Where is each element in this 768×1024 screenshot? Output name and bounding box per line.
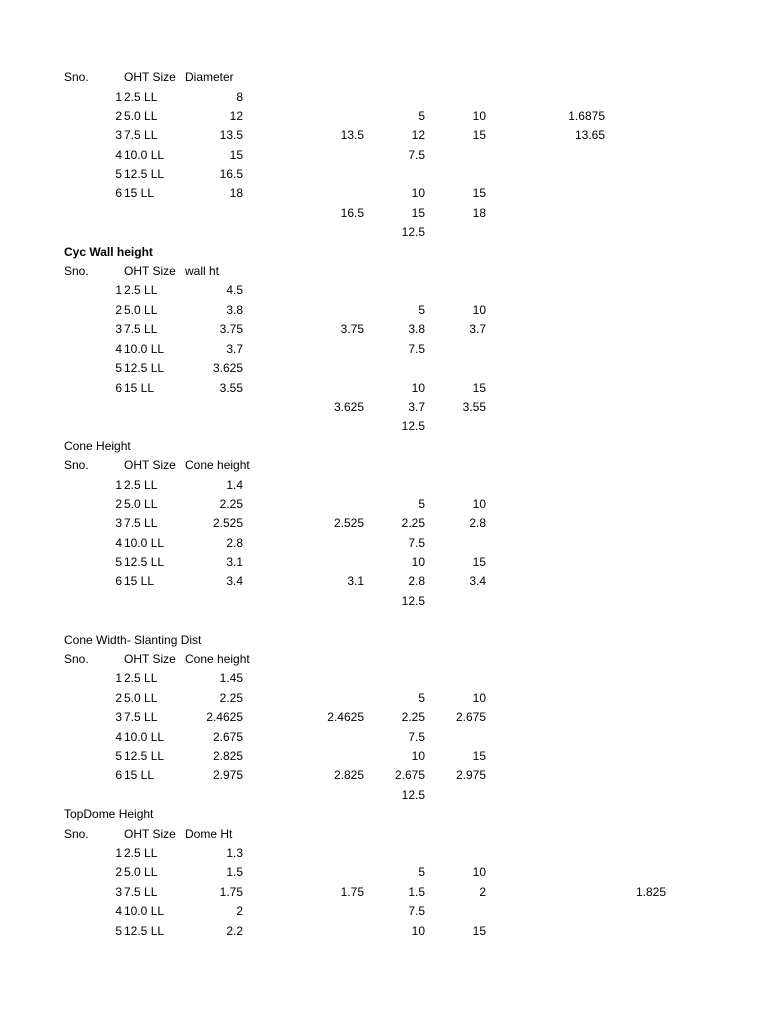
cell-a-r9: Cyc Wall height xyxy=(64,245,153,259)
cell-i-r41: 1.825 xyxy=(635,885,666,899)
cell-cv-r24: 2.8 xyxy=(226,536,243,550)
cell-cv-r3: 13.5 xyxy=(219,128,243,142)
cell-e-r25: 10 xyxy=(411,555,425,569)
cell-b-r42: 10.0 LL xyxy=(124,904,165,918)
cell-f-r16: 15 xyxy=(472,381,486,395)
cell-d-r13: 3.75 xyxy=(340,322,364,336)
cell-b-r16: 15 LL xyxy=(124,381,155,395)
cell-b-r24: 10.0 LL xyxy=(124,536,165,550)
cell-b-r25: 12.5 LL xyxy=(124,555,165,569)
cell-b-r6: 15 LL xyxy=(124,186,155,200)
cell-b-r3: 7.5 LL xyxy=(124,128,158,142)
cell-b-r13: 7.5 LL xyxy=(124,322,158,336)
cell-cv-r39: 1.3 xyxy=(226,846,243,860)
cell-cv-r22: 2.25 xyxy=(219,497,243,511)
cell-f-r40: 10 xyxy=(472,865,486,879)
cell-cv-r34: 2.825 xyxy=(212,749,243,763)
cell-cv-r6: 18 xyxy=(229,186,243,200)
cell-b-r41: 7.5 LL xyxy=(124,885,158,899)
cell-b-r35: 15 LL xyxy=(124,768,155,782)
cell-h-r2: 1.6875 xyxy=(568,109,605,123)
cell-b-r29: OHT Size xyxy=(124,652,176,666)
cell-e-r13: 3.8 xyxy=(408,322,425,336)
cell-n-r26: 6 xyxy=(115,574,122,588)
cell-n-r11: 1 xyxy=(115,283,122,297)
cell-c-r10: wall ht xyxy=(185,264,220,278)
cell-b-r12: 5.0 LL xyxy=(124,303,158,317)
cell-b-r4: 10.0 LL xyxy=(124,148,165,162)
cell-e-r14: 7.5 xyxy=(408,342,425,356)
cell-cv-r35: 2.975 xyxy=(212,768,243,782)
cell-cv-r13: 3.75 xyxy=(219,322,243,336)
cell-f-r2: 10 xyxy=(472,109,486,123)
cell-f-r23: 2.8 xyxy=(469,516,486,530)
cell-f-r32: 2.675 xyxy=(455,710,486,724)
cell-b-r30: 2.5 LL xyxy=(124,671,158,685)
cell-b-r14: 10.0 LL xyxy=(124,342,165,356)
cell-b-r34: 12.5 LL xyxy=(124,749,165,763)
cell-n-r39: 1 xyxy=(115,846,122,860)
cell-cv-r31: 2.25 xyxy=(219,691,243,705)
cell-cv-r21: 1.4 xyxy=(226,478,243,492)
cell-cv-r23: 2.525 xyxy=(212,516,243,530)
cell-b-r31: 5.0 LL xyxy=(124,691,158,705)
cell-f-r22: 10 xyxy=(472,497,486,511)
cell-cv-r26: 3.4 xyxy=(226,574,243,588)
cell-e-r18: 12.5 xyxy=(401,419,425,433)
cell-n-r35: 6 xyxy=(115,768,122,782)
cell-e-r42: 7.5 xyxy=(408,904,425,918)
cell-n-r24: 4 xyxy=(115,536,122,550)
cell-cv-r15: 3.625 xyxy=(212,361,243,375)
cell-cv-r1: 8 xyxy=(236,90,243,104)
cell-e-r35: 2.675 xyxy=(394,768,425,782)
cell-n-r6: 6 xyxy=(115,186,122,200)
cell-n-r25: 5 xyxy=(115,555,122,569)
cell-f-r25: 15 xyxy=(472,555,486,569)
cell-e-r7: 15 xyxy=(411,206,425,220)
cell-e-r36: 12.5 xyxy=(401,788,425,802)
cell-cv-r25: 3.1 xyxy=(226,555,243,569)
cell-n-r31: 2 xyxy=(115,691,122,705)
cell-b-r39: 2.5 LL xyxy=(124,846,158,860)
cell-e-r27: 12.5 xyxy=(401,594,425,608)
cell-n-r21: 1 xyxy=(115,478,122,492)
cell-d-r3: 13.5 xyxy=(340,128,364,142)
cell-f-r35: 2.975 xyxy=(455,768,486,782)
cell-cv-r14: 3.7 xyxy=(226,342,243,356)
cell-b-r33: 10.0 LL xyxy=(124,730,165,744)
cell-n-r12: 2 xyxy=(115,303,122,317)
cell-n-r13: 3 xyxy=(115,322,122,336)
cell-n-r34: 5 xyxy=(115,749,122,763)
cell-f-r26: 3.4 xyxy=(469,574,486,588)
cell-n-r15: 5 xyxy=(115,361,122,375)
cell-cv-r40: 1.5 xyxy=(226,865,243,879)
cell-a-r37: TopDome Height xyxy=(64,807,154,821)
cell-e-r41: 1.5 xyxy=(408,885,425,899)
cell-e-r33: 7.5 xyxy=(408,730,425,744)
cell-b-r5: 12.5 LL xyxy=(124,167,165,181)
cell-cv-r33: 2.675 xyxy=(212,730,243,744)
cell-n-r3: 3 xyxy=(115,128,122,142)
cell-f-r12: 10 xyxy=(472,303,486,317)
cell-b-r38: OHT Size xyxy=(124,827,176,841)
cell-e-r34: 10 xyxy=(411,749,425,763)
cell-n-r32: 3 xyxy=(115,710,122,724)
cell-b-r23: 7.5 LL xyxy=(124,516,158,530)
cell-f-r31: 10 xyxy=(472,691,486,705)
cell-b-r10: OHT Size xyxy=(124,264,176,278)
cell-cv-r2: 12 xyxy=(229,109,243,123)
cell-f-r17: 3.55 xyxy=(462,400,486,414)
cell-n-r40: 2 xyxy=(115,865,122,879)
cell-n-r30: 1 xyxy=(115,671,122,685)
cell-a-r19: Cone Height xyxy=(64,439,131,453)
cell-cv-r5: 16.5 xyxy=(219,167,243,181)
cell-cv-r30: 1.45 xyxy=(219,671,243,685)
cell-a-r28: Cone Width- Slanting Dist xyxy=(64,633,202,647)
cell-b-r26: 15 LL xyxy=(124,574,155,588)
cell-b-r22: 5.0 LL xyxy=(124,497,158,511)
cell-f-r6: 15 xyxy=(472,186,486,200)
cell-n-r43: 5 xyxy=(115,924,122,938)
cell-n-r23: 3 xyxy=(115,516,122,530)
cell-a-r0: Sno. xyxy=(64,70,89,84)
cell-cv-r41: 1.75 xyxy=(219,885,243,899)
cell-b-r1: 2.5 LL xyxy=(124,90,158,104)
cell-n-r5: 5 xyxy=(115,167,122,181)
cell-f-r34: 15 xyxy=(472,749,486,763)
cell-cv-r43: 2.2 xyxy=(226,924,243,938)
cell-e-r12: 5 xyxy=(418,303,425,317)
cell-d-r7: 16.5 xyxy=(340,206,364,220)
cell-e-r31: 5 xyxy=(418,691,425,705)
cell-c-r38: Dome Ht xyxy=(185,827,233,841)
cell-n-r41: 3 xyxy=(115,885,122,899)
cell-b-r11: 2.5 LL xyxy=(124,283,158,297)
cell-d-r26: 3.1 xyxy=(347,574,364,588)
cell-a-r29: Sno. xyxy=(64,652,89,666)
cell-n-r42: 4 xyxy=(115,904,122,918)
cell-cv-r4: 15 xyxy=(229,148,243,162)
cell-d-r41: 1.75 xyxy=(340,885,364,899)
cell-f-r7: 18 xyxy=(472,206,486,220)
cell-a-r10: Sno. xyxy=(64,264,89,278)
cell-e-r17: 3.7 xyxy=(408,400,425,414)
cell-c-r20: Cone height xyxy=(185,458,250,472)
cell-e-r3: 12 xyxy=(411,128,425,142)
cell-b-r15: 12.5 LL xyxy=(124,361,165,375)
cell-f-r3: 15 xyxy=(472,128,486,142)
cell-b-r20: OHT Size xyxy=(124,458,176,472)
cell-d-r23: 2.525 xyxy=(333,516,364,530)
cell-h-r3: 13.65 xyxy=(574,128,605,142)
cell-e-r6: 10 xyxy=(411,186,425,200)
cell-e-r2: 5 xyxy=(418,109,425,123)
cell-cv-r11: 4.5 xyxy=(226,283,243,297)
cell-d-r32: 2.4625 xyxy=(327,710,364,724)
cell-e-r23: 2.25 xyxy=(401,516,425,530)
cell-n-r4: 4 xyxy=(115,148,122,162)
cell-e-r26: 2.8 xyxy=(408,574,425,588)
cell-e-r40: 5 xyxy=(418,865,425,879)
cell-d-r35: 2.825 xyxy=(333,768,364,782)
cell-cv-r12: 3.8 xyxy=(226,303,243,317)
cell-b-r43: 12.5 LL xyxy=(124,924,165,938)
cell-e-r22: 5 xyxy=(418,497,425,511)
cell-b-r40: 5.0 LL xyxy=(124,865,158,879)
cell-e-r32: 2.25 xyxy=(401,710,425,724)
cell-b-r2: 5.0 LL xyxy=(124,109,158,123)
cell-a-r20: Sno. xyxy=(64,458,89,472)
cell-cv-r16: 3.55 xyxy=(219,381,243,395)
cell-c-r29: Cone height xyxy=(185,652,250,666)
cell-c-r0: Diameter xyxy=(185,70,234,84)
cell-b-r32: 7.5 LL xyxy=(124,710,158,724)
cell-b-r0: OHT Size xyxy=(124,70,176,84)
cell-n-r22: 2 xyxy=(115,497,122,511)
cell-e-r16: 10 xyxy=(411,381,425,395)
cell-n-r16: 6 xyxy=(115,381,122,395)
cell-e-r8: 12.5 xyxy=(401,225,425,239)
cell-n-r33: 4 xyxy=(115,730,122,744)
cell-e-r43: 10 xyxy=(411,924,425,938)
cell-b-r21: 2.5 LL xyxy=(124,478,158,492)
cell-f-r43: 15 xyxy=(472,924,486,938)
cell-cv-r42: 2 xyxy=(236,904,243,918)
cell-a-r38: Sno. xyxy=(64,827,89,841)
cell-n-r1: 1 xyxy=(115,90,122,104)
cell-e-r4: 7.5 xyxy=(408,148,425,162)
cell-f-r13: 3.7 xyxy=(469,322,486,336)
cell-d-r17: 3.625 xyxy=(333,400,364,414)
cell-f-r41: 2 xyxy=(479,885,486,899)
cell-n-r14: 4 xyxy=(115,342,122,356)
cell-e-r24: 7.5 xyxy=(408,536,425,550)
cell-cv-r32: 2.4625 xyxy=(206,710,243,724)
cell-n-r2: 2 xyxy=(115,109,122,123)
